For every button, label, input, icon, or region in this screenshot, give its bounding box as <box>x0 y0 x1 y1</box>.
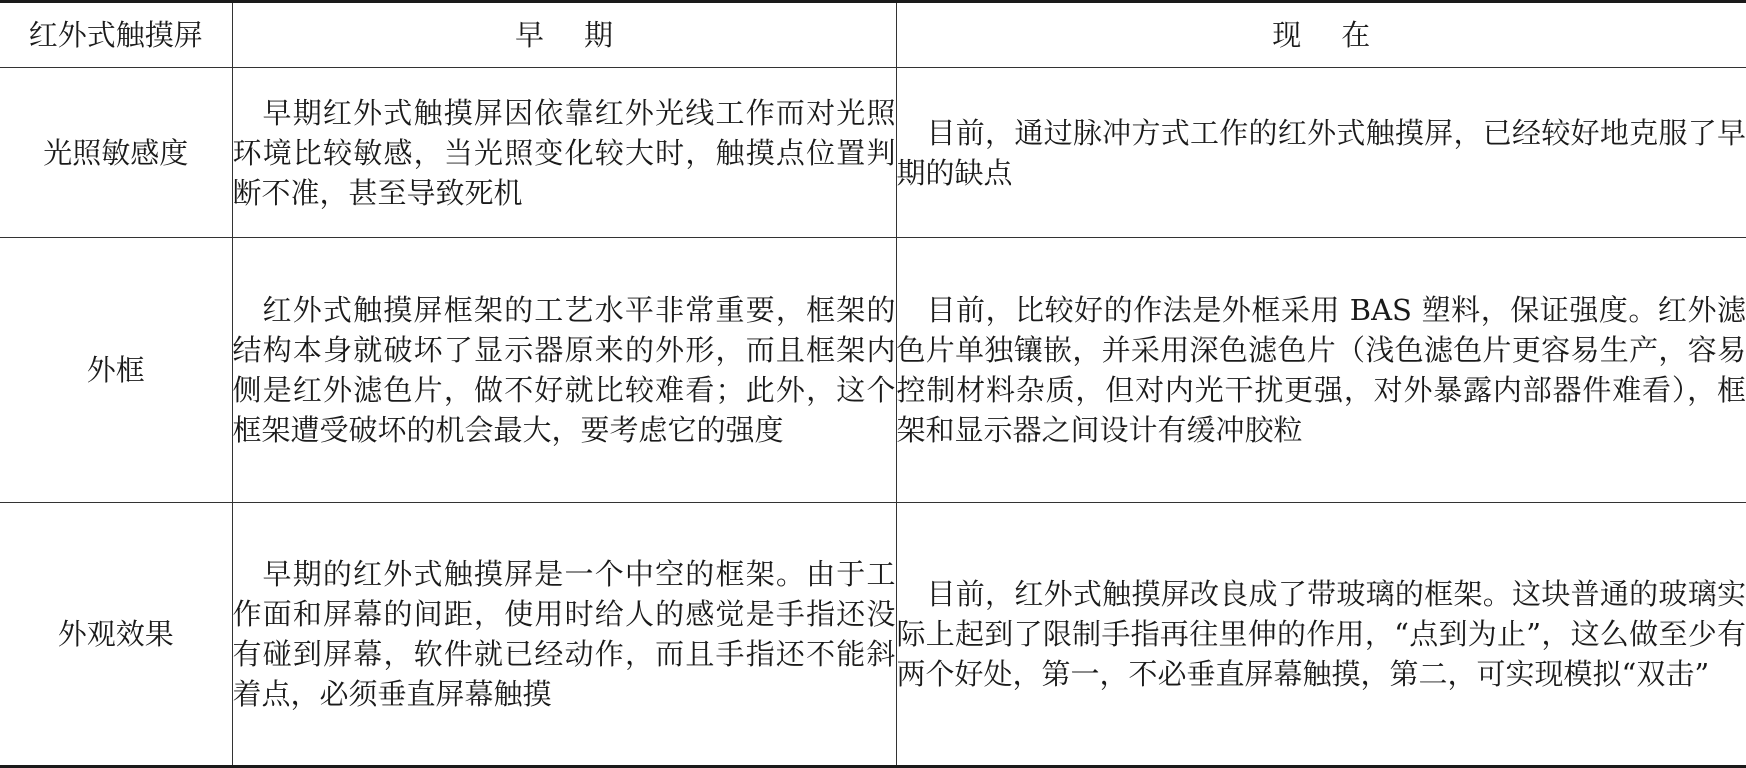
header-early: 早期 <box>232 2 896 68</box>
row-early-cell <box>232 503 896 767</box>
row-early-text: 早期红外式触摸屏因依靠红外光线工作而对光照环境比较敏感，当光照变化较大时，触摸点位置判断不准，甚至导致死机 <box>233 93 896 213</box>
row-now-cell <box>896 238 1746 503</box>
table-row <box>0 238 1746 503</box>
row-early-text: 红外式触摸屏框架的工艺水平非常重要，框架的结构本身就破坏了显示器原来的外形，而且框架内侧是红外滤色片，做不好就比较难看；此外，这个框架遭受破坏的机会最大，要考虑它的强度 <box>233 290 896 450</box>
row-now-cell <box>896 503 1746 767</box>
header-now: 现在 <box>896 2 1746 68</box>
row-feature-label: 外框 <box>0 238 232 503</box>
row-now-text: 目前，红外式触摸屏改良成了带玻璃的框架。这块普通的玻璃实际上起到了限制手指再往里伸的作用，“点到为止”，这么做至少有两个好处，第一，不必垂直屏幕触摸，第二，可实现模拟“双击” <box>897 574 1746 694</box>
row-early-text: 早期的红外式触摸屏是一个中空的框架。由于工作面和屏幕的间距，使用时给人的感觉是手指还没有碰到屏幕，软件就已经动作，而且手指还不能斜着点，必须垂直屏幕触摸 <box>233 554 896 714</box>
row-feature-label: 外观效果 <box>0 503 232 767</box>
row-early-cell <box>232 68 896 238</box>
row-now-cell <box>896 68 1746 238</box>
row-feature-label: 光照敏感度 <box>0 68 232 238</box>
row-early-cell <box>232 238 896 503</box>
table-row <box>0 503 1746 767</box>
header-feature: 红外式触摸屏 <box>0 2 232 68</box>
table-header-row <box>0 2 1746 68</box>
row-now-text: 目前，通过脉冲方式工作的红外式触摸屏，已经较好地克服了早期的缺点 <box>897 113 1746 193</box>
row-now-text: 目前，比较好的作法是外框采用 BAS 塑料，保证强度。红外滤色片单独镶嵌，并采用深色滤色片（浅色滤色片更容易生产，容易控制材料杂质，但对内光干扰更强，对外暴露内部器件难看），框架和显示器之间设计有缓冲胶粒 <box>897 290 1746 450</box>
table-row <box>0 68 1746 238</box>
